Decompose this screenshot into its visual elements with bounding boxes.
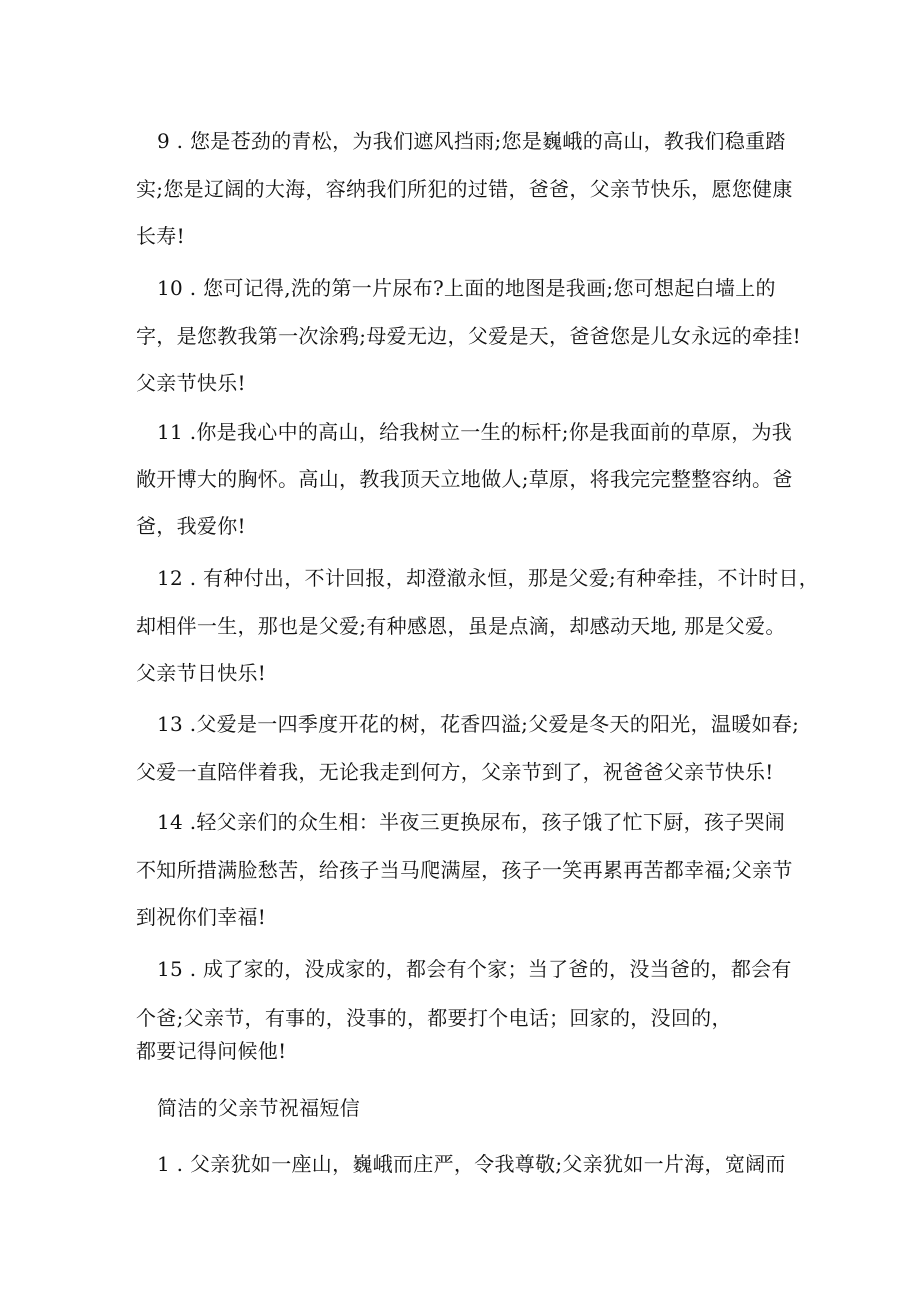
- paragraph-15-line-1: 15 . 成了家的，没成家的，都会有个家；当了爸的，没当爸的，都会有: [157, 957, 792, 981]
- paragraph-14-line-3: 到祝你们幸福!: [136, 905, 267, 929]
- paragraph-9-line-3: 长寿!: [136, 224, 185, 248]
- paragraph-10-line-3: 父亲节快乐!: [136, 371, 246, 395]
- section-item-1-line-1: 1 . 父亲犹如一座山，巍峨而庄严，令我尊敬;父亲犹如一片海，宽阔而: [157, 1152, 786, 1176]
- paragraph-10-line-1: 10 . 您可记得,洗的第一片尿布?上面的地图是我画;您可想起白墙上的: [157, 276, 776, 300]
- paragraph-11-line-1: 11 .你是我心中的高山，给我树立一生的标杆;你是我面前的草原，为我: [157, 420, 793, 444]
- paragraph-10-line-2: 字，是您教我第一次涂鸦;母爱无边，父爱是天，爸爸您是儿女永远的牵挂!: [136, 324, 801, 348]
- paragraph-14-line-2: 不知所措满脸愁苦，给孩子当马爬满屋，孩子一笑再累再苦都幸福;父亲节: [136, 858, 793, 882]
- paragraph-9-line-2: 实;您是辽阔的大海，容纳我们所犯的过错，爸爸，父亲节快乐，愿您健康: [136, 177, 793, 201]
- paragraph-12-line-1: 12 . 有种付出，不计回报，却澄澈永恒，那是父爱;有种牵挂，不计时日，: [157, 566, 820, 590]
- paragraph-9-line-1: 9 . 您是苍劲的青松，为我们遮风挡雨;您是巍峨的高山，教我们稳重踏: [157, 129, 786, 153]
- paragraph-14-line-1: 14 .轻父亲们的众生相：半夜三更换尿布，孩子饿了忙下厨，孩子哭闹: [157, 810, 786, 834]
- paragraph-12-line-3: 父亲节日快乐!: [136, 661, 267, 685]
- paragraph-11-line-2: 敞开博大的胸怀。高山，教我顶天立地做人;草原，将我完完整整容纳。爸: [136, 467, 793, 491]
- section-heading: 简洁的父亲节祝福短信: [157, 1096, 360, 1120]
- paragraph-13-line-2: 父爱一直陪伴着我，无论我走到何方，父亲节到了，祝爸爸父亲节快乐!: [136, 760, 774, 784]
- paragraph-15-line-2: 个爸;父亲节，有事的，没事的，都要打个电话；回家的，没回的，: [136, 1006, 732, 1030]
- paragraph-12-line-2: 却相伴一生，那也是父爱;有种感恩，虽是点滴，却感动天地, 那是父爱。: [136, 614, 786, 638]
- paragraph-11-line-3: 爸，我爱你!: [136, 514, 246, 538]
- paragraph-15-line-3: 都要记得问候他!: [136, 1039, 287, 1063]
- paragraph-13-line-1: 13 .父爱是一四季度开花的树，花香四溢;父爱是冬天的阳光，温暖如春;: [157, 712, 800, 736]
